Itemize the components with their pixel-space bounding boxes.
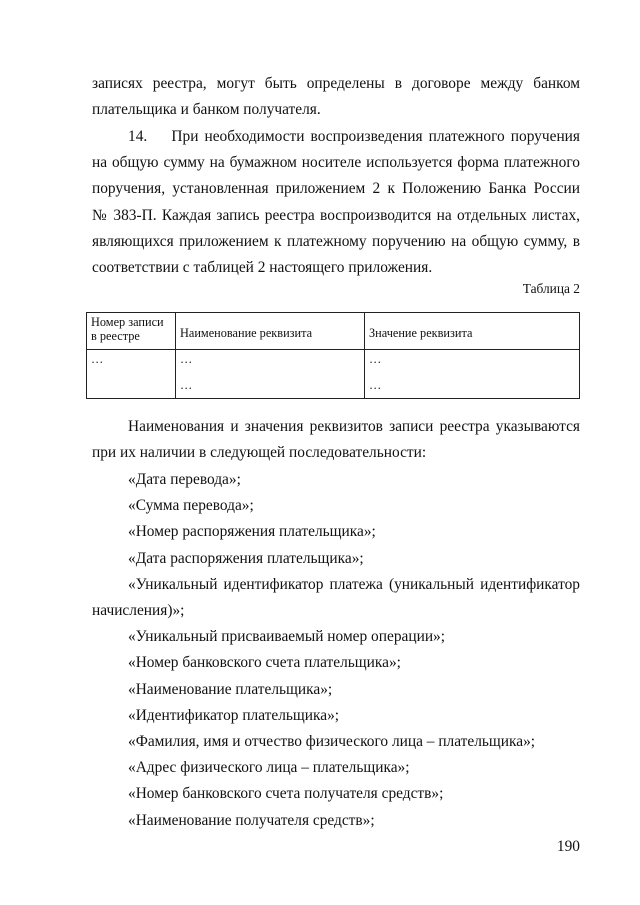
cell-text: … [91,352,104,366]
list-item: «Фамилия, имя и отчество физического лица – плательщика»; [128,733,536,751]
list-item-line: начисления)»; [92,602,185,620]
table-row [87,350,580,399]
text-line: поручения, установленная приложением 2 к Положению Банка России [92,180,580,198]
cell-text: … [369,352,382,366]
paragraph-sequence-intro [92,414,580,466]
table-cell [365,350,580,399]
paragraph-14 [92,124,580,281]
list-item: «Сумма перевода»; [128,497,254,515]
list-item: «Дата перевода»; [128,471,241,488]
cell-text: … [180,352,193,366]
page-number: 190 [556,838,580,855]
table-cell [176,350,365,399]
text-line: при их наличии в следующей последовательности: [92,444,427,462]
text-line: Наименования и значения реквизитов записи реестра указываются [128,418,580,435]
requisites-table [86,312,580,399]
header-record-number: Номер записи в реестре [87,313,176,350]
list-item-line: «Уникальный идентификатор платежа (уникальный идентификатор [128,575,580,593]
requisite-list [92,467,580,834]
header-requisite-name: Наименование реквизита [176,313,365,350]
list-item: «Номер распоряжения плательщика»; [128,523,376,541]
cell-text: … [180,378,193,392]
list-item [92,572,580,624]
text-line: на общую сумму на бумажном носителе используется форма платежного [92,154,580,172]
list-item: «Адрес физического лица – плательщика»; [128,759,410,777]
list-item: «Наименование плательщика»; [128,680,333,698]
cell-text: … [369,378,382,392]
text-line: 14. При необходимости воспроизведения платежного поручения [128,128,580,145]
text-line: соответствии с таблицей 2 настоящего приложения. [92,259,433,277]
text-line: № 383-П. Каждая запись реестра воспроизводится на отдельных листах, [92,206,580,224]
table-cell [87,350,176,399]
text-line: плательщика и банком получателя. [92,101,321,119]
header-requisite-value: Значение реквизита [365,313,580,350]
table-header-row [87,313,580,350]
paragraph-continuation [92,71,580,123]
table-caption: Таблица 2 [522,281,580,296]
list-item: «Наименование получателя средств»; [128,811,375,829]
text-line: являющихся приложением к платежному поручению на общую сумму, в [92,232,580,250]
list-item: «Идентификатор плательщика»; [128,706,340,724]
text-line: записях реестра, могут быть определены в договоре между банком [92,75,580,92]
list-item: «Номер банковского счета получателя средств»; [128,785,444,803]
list-item: «Уникальный присваиваемый номер операции»; [128,628,446,646]
list-item: «Номер банковского счета плательщика»; [128,654,401,672]
list-item: «Дата распоряжения плательщика»; [128,549,364,567]
